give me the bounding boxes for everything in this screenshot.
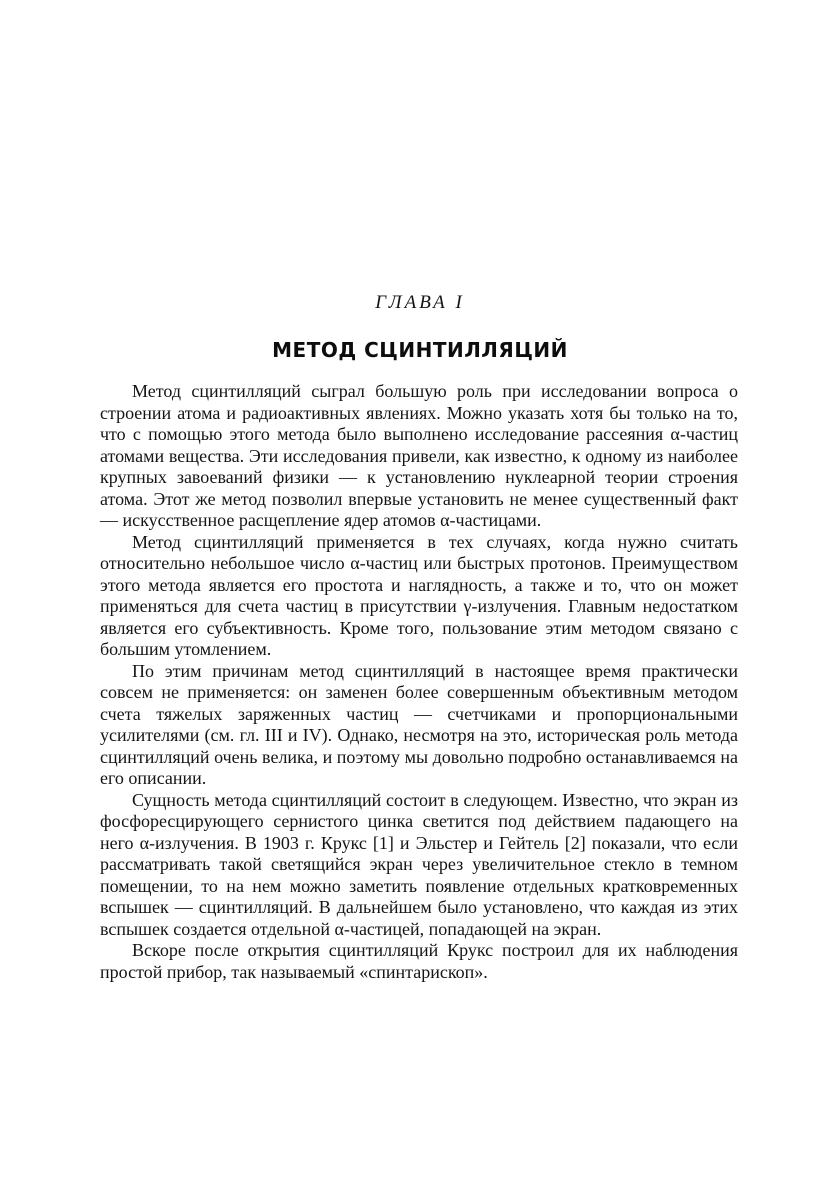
paragraph: Метод сцинтилляций сыграл большую роль при исследовании вопроса о строении атома и радиоактивных явлениях. Можно указать хотя бы только на то, что с помощью этого метода было выполнено исследование рассеяния α-частиц атомами вещества. Эти исследования привели, как известно, к одному из наиболее крупных завоеваний физики — к установлению нуклеарной теории строения атома. Этот же метод позволил впервые установить не менее существенный факт — искусственное расщепление ядер атомов α-частицами. [100,381,738,530]
body-text [100,381,738,983]
paragraph: По этим причинам метод сцинтилляций в настоящее время практически совсем не применяется: он заменен более совершенным объективным методом счета тяжелых заряженных частиц — счетчиками и пропорциональными усилителями (см. гл. III и IV). Однако, несмотря на это, историческая роль метода сцинтилляций очень велика, и поэтому мы довольно подробно останавливаемся на его описании. [100,660,738,788]
chapter-title: МЕТОД СЦИНТИЛЛЯЦИЙ [272,338,568,362]
paragraph: Сущность метода сцинтилляций состоит в следующем. Известно, что экран из фосфоресцирующего сернистого цинка светится под действием падающего на него α-излучения. В 1903 г. Крукс [1] и Эльстер и Гейтель [2] показали, что если рассматривать такой светящийся экран через увеличительное стекло в темном помещении, то на нем можно заметить появление отдельных кратковременных вспышек — сцинтилляций. В дальнейшем было установлено, что каждая из этих вспышек создается отдельной α-частицей, попадающей на экран. [100,789,738,939]
paragraph: Вскоре после открытия сцинтилляций Крукс построил для их наблюдения простой прибор, так называемый «спинтарископ». [100,940,738,982]
paragraph: Метод сцинтилляций применяется в тех случаях, когда нужно считать относительно небольшое число α-частиц или быстрых протонов. Преимуществом этого метода является его простота и наглядность, а также и то, что он может применяться для счета частиц в присутствии γ-излучения. Главным недостатком является его субъективность. Кроме того, пользование этим методом связано с большим утомлением. [100,531,738,659]
chapter-label: ГЛАВА I [375,292,465,313]
